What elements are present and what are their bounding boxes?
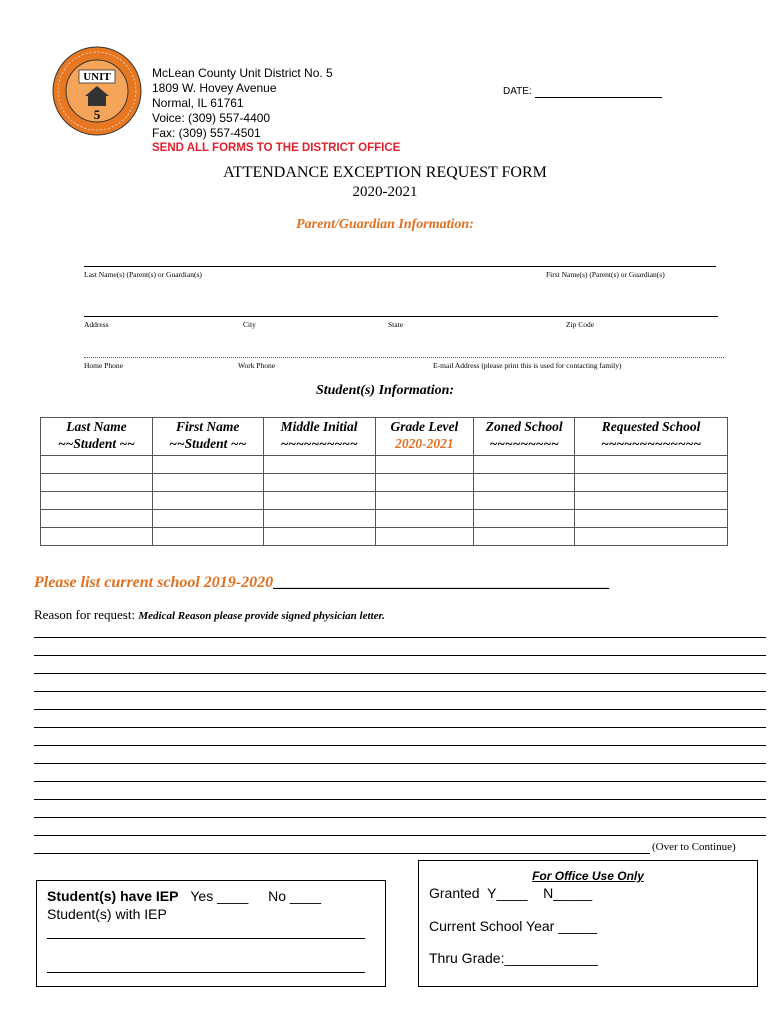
address-label: Address <box>84 320 109 329</box>
table-cell[interactable] <box>474 456 575 474</box>
table-cell[interactable] <box>152 474 263 492</box>
table-cell[interactable] <box>152 456 263 474</box>
reason-line[interactable] <box>34 835 766 836</box>
form-year: 2020-2021 <box>352 184 418 200</box>
reason-line[interactable] <box>34 637 766 638</box>
table-cell[interactable] <box>375 492 474 510</box>
table-cell[interactable] <box>263 456 375 474</box>
iep-box <box>36 880 386 987</box>
table-row <box>41 510 728 528</box>
table-cell[interactable] <box>375 510 474 528</box>
table-cell[interactable] <box>263 510 375 528</box>
city-label: City <box>243 320 256 329</box>
reason-line[interactable] <box>34 799 766 800</box>
col-last-name: Last Name ~~Student ~~ <box>41 418 153 456</box>
district-voice: Voice: (309) 557-4400 <box>152 111 271 125</box>
current-school-underline: __________________________________________ <box>273 574 610 591</box>
student-table <box>40 417 728 546</box>
col-requested-school: Requested School ~~~~~~~~~~~~~ <box>575 418 728 456</box>
table-cell[interactable] <box>263 528 375 546</box>
current-school-field[interactable] <box>34 574 609 592</box>
table-row <box>41 528 728 546</box>
office-use-heading: For Office Use Only <box>532 869 644 883</box>
form-title: ATTENDANCE EXCEPTION REQUEST FORM <box>223 164 547 181</box>
district-header <box>152 66 400 156</box>
home-phone-label: Home Phone <box>84 361 123 370</box>
svg-text:UNIT: UNIT <box>83 71 111 83</box>
iep-yes-field[interactable]: Yes ____ <box>190 888 249 904</box>
student-table-header <box>41 418 728 456</box>
table-cell[interactable] <box>375 456 474 474</box>
iep-heading: Student(s) have IEP <box>47 888 179 904</box>
table-cell[interactable] <box>575 474 728 492</box>
table-cell[interactable] <box>474 528 575 546</box>
table-cell[interactable] <box>152 492 263 510</box>
table-cell[interactable] <box>575 510 728 528</box>
district-street: 1809 W. Hovey Avenue <box>152 81 277 95</box>
col-middle-initial: Middle Initial ~~~~~~~~~~ <box>263 418 375 456</box>
work-phone-label: Work Phone <box>238 361 276 370</box>
send-notice: SEND ALL FORMS TO THE DISTRICT OFFICE <box>152 142 401 154</box>
table-cell[interactable] <box>263 474 375 492</box>
iep-question <box>47 888 321 904</box>
district-name: McLean County Unit District No. 5 <box>152 66 333 80</box>
table-cell[interactable] <box>375 474 474 492</box>
reason-line[interactable] <box>34 817 766 818</box>
parent-name-field[interactable] <box>84 266 716 267</box>
date-field[interactable] <box>535 97 662 98</box>
current-school-year-field[interactable]: Current School Year _____ <box>429 918 598 934</box>
phone-email-field[interactable] <box>84 357 724 358</box>
col-zoned-school: Zoned School ~~~~~~~~~ <box>474 418 575 456</box>
thru-grade-field[interactable]: Thru Grade:____________ <box>429 950 598 966</box>
state-label: State <box>388 320 403 329</box>
students-heading: Student(s) Information: <box>315 383 455 398</box>
table-row <box>41 456 728 474</box>
reason-line[interactable] <box>34 691 766 692</box>
table-cell[interactable] <box>41 528 153 546</box>
district-city: Normal, IL 61761 <box>152 96 244 110</box>
table-row <box>41 492 728 510</box>
date-label: DATE: <box>503 86 532 97</box>
reason-line[interactable] <box>34 673 766 674</box>
table-row <box>41 474 728 492</box>
last-name-label: Last Name(s) (Parent(s) or Guardian(s) <box>84 270 202 279</box>
svg-text:5: 5 <box>93 107 101 122</box>
reason-label: Reason for request: <box>34 607 139 622</box>
address-field[interactable] <box>84 316 718 317</box>
col-grade-level: Grade Level 2020-2021 <box>375 418 474 456</box>
over-to-continue: (Over to Continue) <box>652 841 736 853</box>
table-cell[interactable] <box>41 474 153 492</box>
email-label: E-mail Address (please print this is used for contacting family) <box>433 361 622 370</box>
granted-field[interactable]: Granted Y____ N_____ <box>429 885 593 901</box>
reason-line[interactable] <box>34 727 766 728</box>
reason-line[interactable] <box>34 655 766 656</box>
reason-for-request <box>34 607 385 623</box>
reason-line[interactable] <box>34 709 766 710</box>
iep-student-line[interactable] <box>47 972 365 973</box>
table-cell[interactable] <box>41 492 153 510</box>
reason-note: Medical Reason please provide signed physician letter. <box>138 610 385 622</box>
reason-line[interactable] <box>34 853 650 854</box>
table-cell[interactable] <box>41 456 153 474</box>
zip-label: Zip Code <box>566 320 595 329</box>
district-fax: Fax: (309) 557-4501 <box>152 126 261 140</box>
parent-heading: Parent/Guardian Information: <box>296 217 474 232</box>
current-school-label: Please list current school 2019-2020 <box>34 574 274 591</box>
first-name-label: First Name(s) (Parent(s) or Guardian(s) <box>546 270 665 279</box>
table-cell[interactable] <box>152 510 263 528</box>
col-first-name: First Name ~~Student ~~ <box>152 418 263 456</box>
district-logo <box>52 46 142 136</box>
iep-student-line[interactable] <box>47 938 365 939</box>
table-cell[interactable] <box>41 510 153 528</box>
students-with-iep-label: Student(s) with IEP <box>47 906 167 922</box>
reason-line[interactable] <box>34 763 766 764</box>
table-cell[interactable] <box>474 510 575 528</box>
reason-line[interactable] <box>34 781 766 782</box>
reason-line[interactable] <box>34 745 766 746</box>
table-cell[interactable] <box>474 474 575 492</box>
table-cell[interactable] <box>575 456 728 474</box>
iep-no-field[interactable]: No ____ <box>268 888 322 904</box>
table-cell[interactable] <box>575 528 728 546</box>
table-cell[interactable] <box>152 528 263 546</box>
table-cell[interactable] <box>474 492 575 510</box>
office-use-box <box>418 860 758 987</box>
table-cell[interactable] <box>263 492 375 510</box>
table-cell[interactable] <box>375 528 474 546</box>
table-cell[interactable] <box>575 492 728 510</box>
